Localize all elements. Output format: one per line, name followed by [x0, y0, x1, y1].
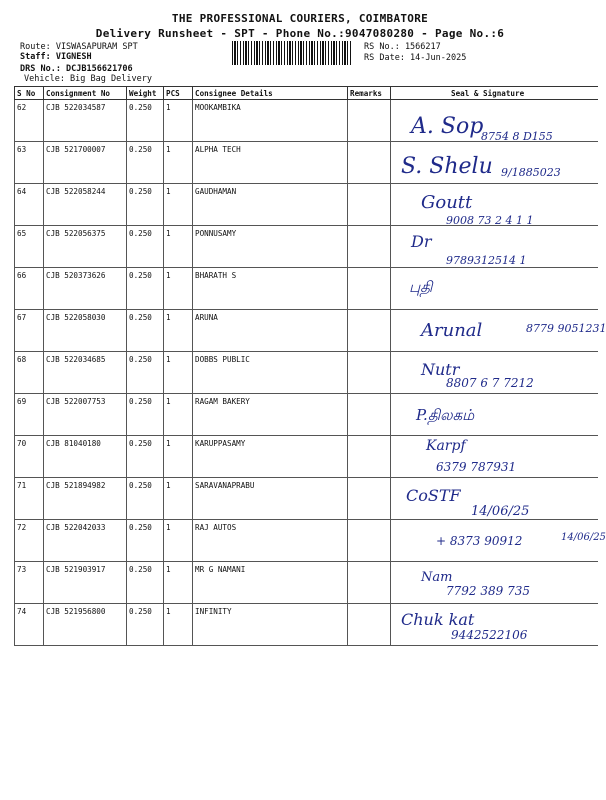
weight-cell: 0.250	[127, 100, 164, 142]
consignment-cell: CJB 522034685	[44, 352, 127, 394]
consignee-cell: MR G NAMANI	[193, 562, 348, 604]
remarks-cell	[348, 436, 391, 478]
table-header-row	[15, 87, 599, 100]
consignee-cell: BHARATH S	[193, 268, 348, 310]
weight-cell: 0.250	[127, 478, 164, 520]
handwritten-signature: + 8373 90912	[436, 534, 523, 548]
pcs-cell: 1	[164, 310, 193, 352]
handwritten-phone: 7792 389 735	[446, 584, 530, 598]
weight-cell: 0.250	[127, 394, 164, 436]
remarks-cell	[348, 562, 391, 604]
handwritten-phone: 14/06/25	[471, 504, 530, 519]
weight-cell: 0.250	[127, 436, 164, 478]
consignee-cell: MOOKAMBIKA	[193, 100, 348, 142]
vehicle-label: Vehicle: Big Bag Delivery	[24, 74, 152, 84]
pcs-cell: 1	[164, 562, 193, 604]
weight-cell: 0.250	[127, 352, 164, 394]
sno-cell: 73	[15, 562, 44, 604]
handwritten-phone: 9789312514 1	[446, 254, 527, 267]
pcs-cell: 1	[164, 478, 193, 520]
remarks-cell	[348, 352, 391, 394]
col-consignee: Consignee Details	[193, 87, 348, 100]
table-row	[15, 226, 599, 268]
handwritten-phone: 8754 8 D155	[481, 130, 553, 143]
signature-cell	[391, 604, 599, 646]
sno-cell: 70	[15, 436, 44, 478]
handwritten-signature: Arunal	[421, 320, 483, 341]
pcs-cell: 1	[164, 100, 193, 142]
weight-cell: 0.250	[127, 520, 164, 562]
table-row	[15, 604, 599, 646]
table-row	[15, 310, 599, 352]
sno-cell: 74	[15, 604, 44, 646]
sno-cell: 62	[15, 100, 44, 142]
pcs-cell: 1	[164, 604, 193, 646]
weight-cell: 0.250	[127, 604, 164, 646]
handwritten-phone: 14/06/25	[561, 532, 606, 543]
remarks-cell	[348, 142, 391, 184]
consignee-cell: DOBBS PUBLIC	[193, 352, 348, 394]
consignee-cell: KARUPPASAMY	[193, 436, 348, 478]
table-row	[15, 184, 599, 226]
signature-cell	[391, 520, 606, 562]
col-weight: Weight	[127, 87, 164, 100]
table-row	[15, 394, 599, 436]
remarks-cell	[348, 520, 391, 562]
signature-cell	[391, 352, 599, 394]
handwritten-phone: 6379 787931	[436, 460, 517, 474]
consignment-cell: CJB 522007753	[44, 394, 127, 436]
barcode	[232, 41, 352, 65]
weight-cell: 0.250	[127, 310, 164, 352]
pcs-cell: 1	[164, 436, 193, 478]
handwritten-signature: Nam	[421, 570, 453, 585]
staff-label: Staff: VIGNESH	[20, 52, 92, 62]
consignee-cell: INFINITY	[193, 604, 348, 646]
consignee-cell: ALPHA TECH	[193, 142, 348, 184]
consignment-cell: CJB 521700007	[44, 142, 127, 184]
company-title: THE PROFESSIONAL COURIERS, COIMBATORE	[171, 12, 429, 25]
route-label: Route: VISWASAPURAM SPT	[20, 42, 138, 52]
consignment-cell: CJB 522056375	[44, 226, 127, 268]
handwritten-signature: A. Sop	[411, 114, 484, 139]
rs-date: RS Date: 14-Jun-2025	[364, 53, 467, 63]
remarks-cell	[348, 226, 391, 268]
weight-cell: 0.250	[127, 268, 164, 310]
table-row	[15, 352, 599, 394]
signature-cell	[391, 436, 599, 478]
table-row	[15, 142, 599, 184]
table-row	[15, 436, 599, 478]
signature-cell	[391, 100, 599, 142]
sno-cell: 63	[15, 142, 44, 184]
consignment-cell: CJB 521956800	[44, 604, 127, 646]
handwritten-signature: S. Shelu	[401, 154, 493, 179]
sno-cell: 64	[15, 184, 44, 226]
sno-cell: 66	[15, 268, 44, 310]
remarks-cell	[348, 184, 391, 226]
sno-cell: 71	[15, 478, 44, 520]
consignee-cell: GAUDHAMAN	[193, 184, 348, 226]
signature-cell	[391, 394, 599, 436]
remarks-cell	[348, 310, 391, 352]
weight-cell: 0.250	[127, 226, 164, 268]
pcs-cell: 1	[164, 142, 193, 184]
consignment-cell: CJB 522042033	[44, 520, 127, 562]
signature-cell	[391, 142, 599, 184]
sno-cell: 68	[15, 352, 44, 394]
sno-cell: 67	[15, 310, 44, 352]
weight-cell: 0.250	[127, 184, 164, 226]
remarks-cell	[348, 478, 391, 520]
handwritten-signature: Nutr	[421, 360, 460, 379]
consignment-cell: CJB 521903917	[44, 562, 127, 604]
consignee-cell: ARUNA	[193, 310, 348, 352]
runsheet-table	[14, 86, 606, 646]
handwritten-signature: Karpf	[426, 438, 466, 454]
signature-cell	[391, 562, 599, 604]
handwritten-phone: 8779 9051231	[526, 322, 606, 335]
signature-cell	[391, 226, 599, 268]
pcs-cell: 1	[164, 352, 193, 394]
consignment-cell: CJB 522058244	[44, 184, 127, 226]
col-remarks: Remarks	[348, 87, 391, 100]
remarks-cell	[348, 268, 391, 310]
pcs-cell: 1	[164, 226, 193, 268]
handwritten-phone: 9/1885023	[501, 166, 561, 179]
signature-cell	[391, 184, 599, 226]
handwritten-signature: புதி	[409, 278, 433, 296]
pcs-cell: 1	[164, 520, 193, 562]
weight-cell: 0.250	[127, 562, 164, 604]
signature-cell	[391, 268, 599, 310]
col-seal-signature: Seal & Signature	[391, 87, 599, 100]
pcs-cell: 1	[164, 268, 193, 310]
table-row	[15, 562, 599, 604]
handwritten-phone: 9442522106	[451, 628, 528, 642]
consignee-cell: PONNUSAMY	[193, 226, 348, 268]
handwritten-signature: P.திலகம்	[416, 406, 475, 424]
pcs-cell: 1	[164, 394, 193, 436]
consignment-cell: CJB 522058030	[44, 310, 127, 352]
remarks-cell	[348, 604, 391, 646]
signature-cell	[391, 478, 599, 520]
consignment-cell: CJB 522034587	[44, 100, 127, 142]
runsheet-subtitle: Delivery Runsheet - SPT - Phone No.:9047080280 - Page No.:6	[95, 27, 505, 40]
consignee-cell: RAGAM BAKERY	[193, 394, 348, 436]
handwritten-phone: 9008 73 2 4 1 1	[446, 214, 534, 227]
handwritten-signature: Chuk kat	[401, 610, 475, 629]
consignee-cell: SARAVANAPRABU	[193, 478, 348, 520]
consignment-cell: CJB 520373626	[44, 268, 127, 310]
handwritten-phone: 8807 6 7 7212	[446, 376, 534, 390]
col-consignment: Consignment No	[44, 87, 127, 100]
col-sno: S No	[15, 87, 44, 100]
rs-number: RS No.: 1566217	[364, 42, 441, 52]
table-row	[15, 268, 599, 310]
remarks-cell	[348, 100, 391, 142]
weight-cell: 0.250	[127, 142, 164, 184]
sno-cell: 72	[15, 520, 44, 562]
consignment-cell: CJB 521894982	[44, 478, 127, 520]
remarks-cell	[348, 394, 391, 436]
handwritten-signature: Dr	[411, 232, 432, 251]
consignee-cell: RAJ AUTOS	[193, 520, 348, 562]
table-row	[15, 478, 599, 520]
consignment-cell: CJB 81040180	[44, 436, 127, 478]
pcs-cell: 1	[164, 184, 193, 226]
table-row	[15, 520, 599, 562]
handwritten-signature: CoSTF	[406, 486, 461, 505]
drs-label: DRS No.: DCJB156621706	[20, 64, 133, 74]
signature-cell	[391, 310, 606, 352]
sno-cell: 65	[15, 226, 44, 268]
handwritten-signature: Goutt	[421, 192, 473, 213]
sno-cell: 69	[15, 394, 44, 436]
table-row	[15, 100, 599, 142]
col-pcs: PCS	[164, 87, 193, 100]
